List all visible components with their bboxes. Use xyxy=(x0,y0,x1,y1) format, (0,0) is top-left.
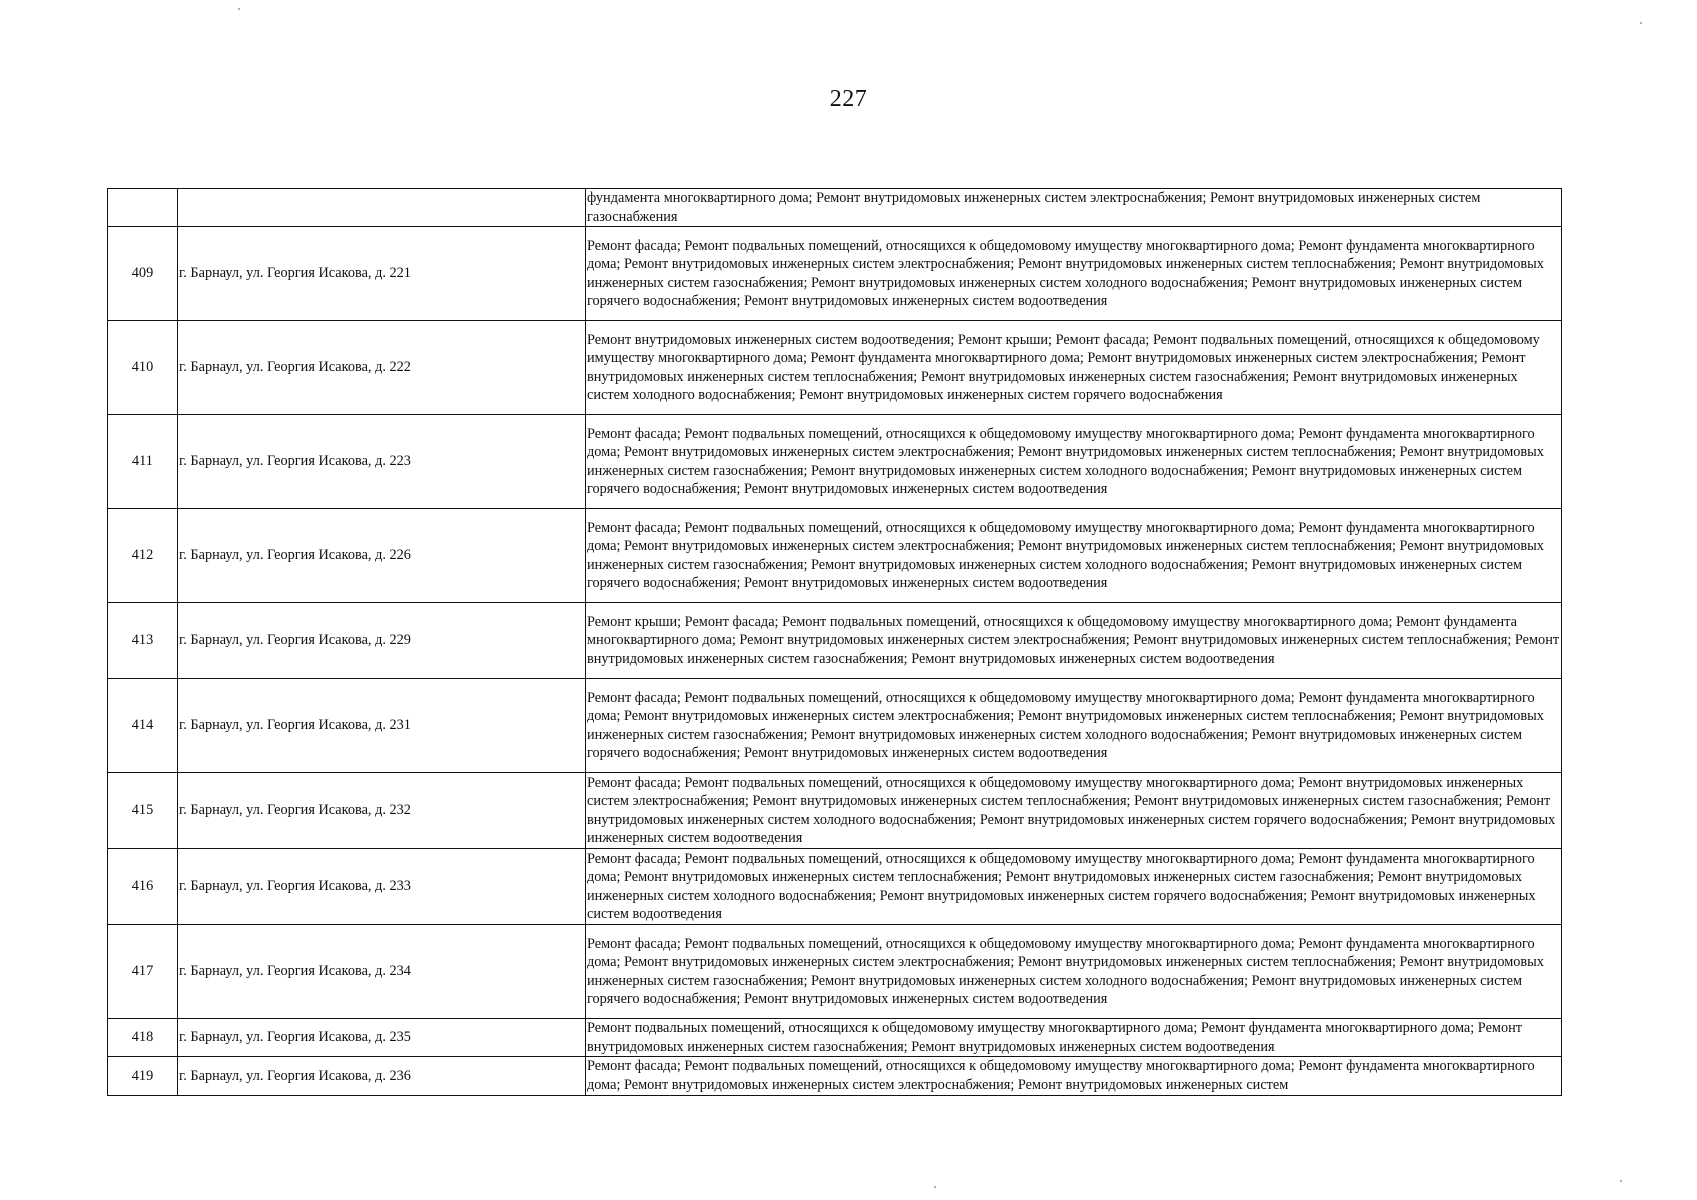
address-cell: г. Барнаул, ул. Георгия Исакова, д. 222 xyxy=(178,321,586,415)
table-row xyxy=(108,925,1562,1019)
row-number-cell: 419 xyxy=(108,1057,178,1095)
works-cell: Ремонт фасада; Ремонт подвальных помещений, относящихся к общедомовому имуществу многоквартирного дома; Ремонт фундамента многоквартирного дома; Ремонт внутридомовых инженерных систем электроснабжения; Ремонт внутридомовых инженерных систем xyxy=(586,1057,1562,1095)
table-row xyxy=(108,509,1562,603)
address-cell: г. Барнаул, ул. Георгия Исакова, д. 233 xyxy=(178,849,586,925)
table-row xyxy=(108,415,1562,509)
row-number-cell: 416 xyxy=(108,849,178,925)
works-cell: Ремонт крыши; Ремонт фасада; Ремонт подвальных помещений, относящихся к общедомовому имуществу многоквартирного дома; Ремонт фундамента многоквартирного дома; Ремонт внутридомовых инженерных систем электроснабжения; Ремонт внутридомовых инженерных систем теплоснабжения; Ремонт внутридомовых инженерных систем газоснабжения; Ремонт внутридомовых инженерных систем водоотведения xyxy=(586,603,1562,679)
works-cell: Ремонт фасада; Ремонт подвальных помещений, относящихся к общедомовому имуществу многоквартирного дома; Ремонт внутридомовых инженерных систем электроснабжения; Ремонт внутридомовых инженерных систем теплоснабжения; Ремонт внутридомовых инженерных систем газоснабжения; Ремонт внутридомовых инженерных систем холодного водоснабжения; Ремонт внутридомовых инженерных систем горячего водоснабжения; Ремонт внутридомовых инженерных систем водоотведения xyxy=(586,773,1562,849)
scan-speck xyxy=(238,8,240,10)
table-row xyxy=(108,189,1562,227)
scan-speck xyxy=(1640,22,1642,24)
works-cell: Ремонт внутридомовых инженерных систем водоотведения; Ремонт крыши; Ремонт фасада; Ремонт подвальных помещений, относящихся к общедомовому имуществу многоквартирного дома; Ремонт фундамента многоквартирного дома; Ремонт внутридомовых инженерных систем электроснабжения; Ремонт внутридомовых инженерных систем теплоснабжения; Ремонт внутридомовых инженерных систем газоснабжения; Ремонт внутридомовых инженерных систем холодного водоснабжения; Ремонт внутридомовых инженерных систем горячего водоснабжения xyxy=(586,321,1562,415)
row-number-cell: 412 xyxy=(108,509,178,603)
address-cell: г. Барнаул, ул. Георгия Исакова, д. 223 xyxy=(178,415,586,509)
address-cell: г. Барнаул, ул. Георгия Исакова, д. 221 xyxy=(178,227,586,321)
row-number-cell: 410 xyxy=(108,321,178,415)
row-number-cell: 414 xyxy=(108,679,178,773)
table-row xyxy=(108,227,1562,321)
address-cell: г. Барнаул, ул. Георгия Исакова, д. 229 xyxy=(178,603,586,679)
works-cell: Ремонт фасада; Ремонт подвальных помещений, относящихся к общедомовому имуществу многоквартирного дома; Ремонт фундамента многоквартирного дома; Ремонт внутридомовых инженерных систем теплоснабжения; Ремонт внутридомовых инженерных систем газоснабжения; Ремонт внутридомовых инженерных систем холодного водоснабжения; Ремонт внутридомовых инженерных систем горячего водоснабжения; Ремонт внутридомовых инженерных систем водоотведения xyxy=(586,849,1562,925)
table-row xyxy=(108,1057,1562,1095)
works-cell: Ремонт подвальных помещений, относящихся к общедомовому имуществу многоквартирного дома; Ремонт фундамента многоквартирного дома; Ремонт внутридомовых инженерных систем газоснабжения; Ремонт внутридомовых инженерных систем водоотведения xyxy=(586,1019,1562,1057)
scan-speck xyxy=(934,1186,936,1188)
buildings-table-body xyxy=(108,189,1562,1096)
row-number-cell: 413 xyxy=(108,603,178,679)
table-row xyxy=(108,603,1562,679)
address-cell: г. Барнаул, ул. Георгия Исакова, д. 236 xyxy=(178,1057,586,1095)
table-row xyxy=(108,773,1562,849)
table-row xyxy=(108,1019,1562,1057)
address-cell: г. Барнаул, ул. Георгия Исакова, д. 226 xyxy=(178,509,586,603)
row-number-cell: 409 xyxy=(108,227,178,321)
works-cell: Ремонт фасада; Ремонт подвальных помещений, относящихся к общедомовому имуществу многоквартирного дома; Ремонт фундамента многоквартирного дома; Ремонт внутридомовых инженерных систем электроснабжения; Ремонт внутридомовых инженерных систем теплоснабжения; Ремонт внутридомовых инженерных систем газоснабжения; Ремонт внутридомовых инженерных систем холодного водоснабжения; Ремонт внутридомовых инженерных систем горячего водоснабжения; Ремонт внутридомовых инженерных систем водоотведения xyxy=(586,509,1562,603)
works-cell: Ремонт фасада; Ремонт подвальных помещений, относящихся к общедомовому имуществу многоквартирного дома; Ремонт фундамента многоквартирного дома; Ремонт внутридомовых инженерных систем электроснабжения; Ремонт внутридомовых инженерных систем теплоснабжения; Ремонт внутридомовых инженерных систем газоснабжения; Ремонт внутридомовых инженерных систем холодного водоснабжения; Ремонт внутридомовых инженерных систем горячего водоснабжения; Ремонт внутридомовых инженерных систем водоотведения xyxy=(586,415,1562,509)
row-number-cell xyxy=(108,189,178,227)
address-cell: г. Барнаул, ул. Георгия Исакова, д. 234 xyxy=(178,925,586,1019)
row-number-cell: 411 xyxy=(108,415,178,509)
row-number-cell: 417 xyxy=(108,925,178,1019)
address-cell: г. Барнаул, ул. Георгия Исакова, д. 231 xyxy=(178,679,586,773)
address-cell: г. Барнаул, ул. Георгия Исакова, д. 232 xyxy=(178,773,586,849)
works-cell: Ремонт фасада; Ремонт подвальных помещений, относящихся к общедомовому имуществу многоквартирного дома; Ремонт фундамента многоквартирного дома; Ремонт внутридомовых инженерных систем электроснабжения; Ремонт внутридомовых инженерных систем теплоснабжения; Ремонт внутридомовых инженерных систем газоснабжения; Ремонт внутридомовых инженерных систем холодного водоснабжения; Ремонт внутридомовых инженерных систем горячего водоснабжения; Ремонт внутридомовых инженерных систем водоотведения xyxy=(586,679,1562,773)
row-number-cell: 415 xyxy=(108,773,178,849)
buildings-table xyxy=(107,188,1562,1096)
table-row xyxy=(108,849,1562,925)
address-cell: г. Барнаул, ул. Георгия Исакова, д. 235 xyxy=(178,1019,586,1057)
works-cell: Ремонт фасада; Ремонт подвальных помещений, относящихся к общедомовому имуществу многоквартирного дома; Ремонт фундамента многоквартирного дома; Ремонт внутридомовых инженерных систем электроснабжения; Ремонт внутридомовых инженерных систем теплоснабжения; Ремонт внутридомовых инженерных систем газоснабжения; Ремонт внутридомовых инженерных систем холодного водоснабжения; Ремонт внутридомовых инженерных систем горячего водоснабжения; Ремонт внутридомовых инженерных систем водоотведения xyxy=(586,227,1562,321)
works-cell: фундамента многоквартирного дома; Ремонт внутридомовых инженерных систем электроснабжения; Ремонт внутридомовых инженерных систем газоснабжения xyxy=(586,189,1562,227)
table-row xyxy=(108,321,1562,415)
scan-speck xyxy=(1620,1180,1622,1182)
row-number-cell: 418 xyxy=(108,1019,178,1057)
works-cell: Ремонт фасада; Ремонт подвальных помещений, относящихся к общедомовому имуществу многоквартирного дома; Ремонт фундамента многоквартирного дома; Ремонт внутридомовых инженерных систем электроснабжения; Ремонт внутридомовых инженерных систем теплоснабжения; Ремонт внутридомовых инженерных систем газоснабжения; Ремонт внутридомовых инженерных систем холодного водоснабжения; Ремонт внутридомовых инженерных систем горячего водоснабжения; Ремонт внутридомовых инженерных систем водоотведения xyxy=(586,925,1562,1019)
address-cell xyxy=(178,189,586,227)
table-row xyxy=(108,679,1562,773)
page-number: 227 xyxy=(829,86,868,112)
